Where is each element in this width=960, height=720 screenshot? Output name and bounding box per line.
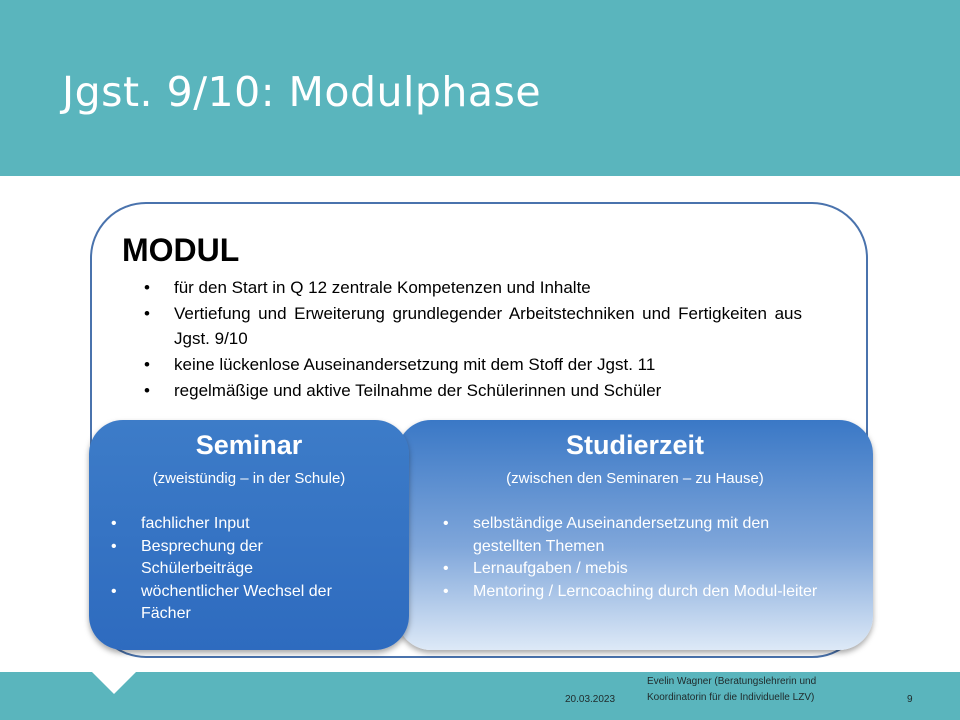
page-number: 9 bbox=[907, 694, 913, 705]
studierzeit-bullet: • Lernaufgaben / mebis bbox=[441, 558, 841, 581]
modul-bullet: • für den Start in Q 12 zentrale Kompetenzen und Inhalte bbox=[142, 275, 802, 300]
modul-bullet: • regelmäßige und aktive Teilnahme der Schülerinnen und Schüler bbox=[142, 378, 802, 403]
studierzeit-bullet: • selbständige Auseinandersetzung mit den gestellten Themen bbox=[441, 513, 841, 558]
footer-notch bbox=[92, 672, 136, 694]
seminar-bullet: • Besprechung der Schülerbeiträge bbox=[109, 536, 379, 581]
modul-bullet: • keine lückenlose Auseinandersetzung mit dem Stoff der Jgst. 11 bbox=[142, 352, 802, 377]
seminar-bullet: • wöchentlicher Wechsel der Fächer bbox=[109, 581, 379, 626]
studierzeit-title: Studierzeit bbox=[565, 430, 705, 460]
footer-author: Evelin Wagner (Beratungslehrerin und Koordinatorin für die Individuelle LZV) bbox=[647, 676, 817, 703]
seminar-title: Seminar bbox=[195, 430, 303, 460]
seminar-bullet: • fachlicher Input bbox=[109, 513, 379, 536]
modul-heading: MODUL bbox=[122, 232, 240, 268]
studierzeit-subtitle: (zwischen den Seminaren – zu Hause) bbox=[506, 470, 764, 487]
seminar-subtitle: (zweistündig – in der Schule) bbox=[152, 470, 346, 487]
studierzeit-box bbox=[397, 420, 873, 650]
seminar-bullet-list bbox=[109, 513, 379, 626]
footer-date: 20.03.2023 bbox=[565, 694, 616, 705]
studierzeit-bullet-list bbox=[441, 513, 841, 603]
studierzeit-bullet: • Mentoring / Lerncoaching durch den Modul-leiter bbox=[441, 581, 841, 604]
seminar-box bbox=[89, 420, 409, 650]
slide-title: Jgst. 9/10: Modulphase bbox=[62, 68, 542, 116]
modul-bullet: • Vertiefung und Erweiterung grundlegender Arbeitstechniken und Fertigkeiten aus Jgst. 9/10 bbox=[142, 301, 802, 351]
modul-bullet-list bbox=[142, 275, 802, 404]
